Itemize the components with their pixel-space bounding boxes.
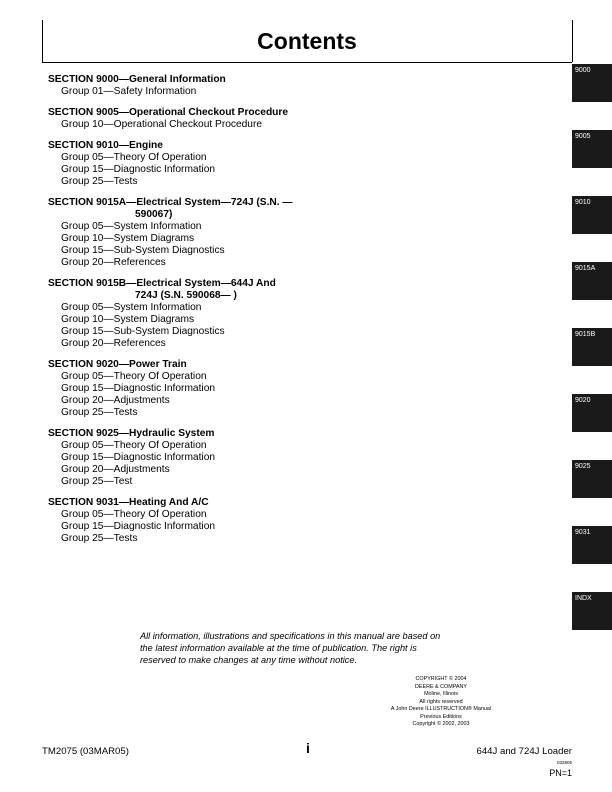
group-item: Group 25—Tests bbox=[61, 533, 138, 544]
section-title-text: SECTION 9005—Operational Checkout Procedure bbox=[48, 107, 289, 118]
section-tab[interactable] bbox=[572, 526, 612, 564]
copyright-block bbox=[378, 676, 504, 729]
group-item: Group 20—References bbox=[61, 338, 166, 349]
group-item: Group 10—System Diagrams bbox=[61, 314, 195, 325]
table-of-contents bbox=[48, 74, 348, 554]
group-item: Group 05—Theory Of Operation bbox=[61, 371, 207, 382]
section-title-text: SECTION 9015A—Electrical System—724J (S.N. — bbox=[48, 197, 293, 208]
section-tab[interactable] bbox=[572, 262, 612, 300]
section-title bbox=[48, 74, 348, 86]
group-item: Group 25—Tests bbox=[61, 176, 138, 187]
group-item: Group 15—Diagnostic Information bbox=[61, 164, 216, 175]
section-title-text: SECTION 9031—Heating And A/C bbox=[48, 497, 209, 508]
section-title-text: SECTION 9020—Power Train bbox=[48, 359, 187, 370]
section-tab-label: 9031 bbox=[575, 529, 591, 536]
copyright-line-7: Copyright © 2002, 2003 bbox=[412, 721, 470, 727]
group-item: Group 25—Test bbox=[61, 476, 133, 487]
toc-section bbox=[48, 140, 348, 188]
toc-section bbox=[48, 428, 348, 488]
section-title bbox=[48, 278, 348, 302]
footer-product: 644J and 724J Loader bbox=[476, 746, 572, 757]
footer-doc-id: TM2075 (03MAR05) bbox=[42, 746, 129, 757]
group-item: Group 15—Diagnostic Information bbox=[61, 383, 216, 394]
title-underline bbox=[42, 62, 572, 63]
section-title-text: SECTION 9010—Engine bbox=[48, 140, 163, 151]
copyright-line-3: Moline, Illinois bbox=[424, 691, 458, 697]
copyright-line-6: Previous Editions bbox=[420, 713, 462, 720]
notice-line-1: All information, illustrations and specifications in this manual are based on bbox=[140, 631, 441, 641]
section-tab-label: 9010 bbox=[575, 199, 591, 206]
toc-section bbox=[48, 497, 348, 545]
section-title bbox=[48, 497, 348, 509]
section-tab[interactable] bbox=[572, 130, 612, 168]
group-item: Group 20—References bbox=[61, 257, 166, 268]
footer-code: 032805 bbox=[556, 760, 572, 765]
group-item: Group 25—Tests bbox=[61, 407, 138, 418]
group-item: Group 20—Adjustments bbox=[61, 395, 170, 406]
section-tab[interactable] bbox=[572, 394, 612, 432]
notice-line-2: the latest information available at the time of publication. The right is bbox=[140, 643, 417, 653]
section-tab-label: 9020 bbox=[575, 397, 591, 404]
section-tab[interactable] bbox=[572, 328, 612, 366]
toc-section bbox=[48, 359, 348, 419]
group-item: Group 05—Theory Of Operation bbox=[61, 509, 207, 520]
toc-section bbox=[48, 107, 348, 131]
group-item: Group 10—System Diagrams bbox=[61, 233, 195, 244]
group-item: Group 10—Operational Checkout Procedure bbox=[61, 119, 263, 130]
section-tab-label: 9025 bbox=[575, 463, 591, 470]
page-title: Contents bbox=[257, 28, 357, 54]
section-tab[interactable] bbox=[572, 64, 612, 102]
group-item: Group 20—Adjustments bbox=[61, 464, 170, 475]
section-tabs bbox=[572, 0, 612, 792]
group-item: Group 01—Safety Information bbox=[61, 86, 197, 97]
section-title bbox=[48, 359, 348, 371]
section-tab-label: 9000 bbox=[575, 67, 591, 74]
section-tab-label: 9005 bbox=[575, 133, 591, 140]
section-title bbox=[48, 140, 348, 152]
section-title bbox=[48, 107, 348, 119]
section-title-text: SECTION 9000—General Information bbox=[48, 74, 226, 85]
section-tab-label: 9015B bbox=[575, 331, 596, 338]
group-item: Group 15—Sub-System Diagnostics bbox=[61, 245, 225, 256]
section-tab-label: INDX bbox=[575, 595, 592, 602]
group-item: Group 05—Theory Of Operation bbox=[61, 440, 207, 451]
copyright-line-1: COPYRIGHT © 2004 bbox=[415, 676, 467, 682]
section-tab[interactable] bbox=[572, 196, 612, 234]
group-item: Group 15—Diagnostic Information bbox=[61, 521, 216, 532]
section-title-continuation: 590067) bbox=[135, 209, 173, 220]
group-item: Group 15—Sub-System Diagnostics bbox=[61, 326, 225, 337]
section-tab[interactable] bbox=[572, 460, 612, 498]
section-title-text: SECTION 9025—Hydraulic System bbox=[48, 428, 215, 439]
section-title bbox=[48, 197, 348, 221]
group-item: Group 05—System Information bbox=[61, 221, 202, 232]
toc-section bbox=[48, 74, 348, 98]
notice-line-3: reserved to make changes at any time without notice. bbox=[140, 655, 358, 665]
toc-section bbox=[48, 197, 348, 269]
section-title bbox=[48, 428, 348, 440]
copyright-line-2: DEERE & COMPANY bbox=[414, 683, 468, 690]
copyright-line-5: A John Deere ILLUSTRUCTION® Manual bbox=[390, 706, 492, 712]
group-item: Group 15—Diagnostic Information bbox=[61, 452, 216, 463]
group-item: Group 05—System Information bbox=[61, 302, 202, 313]
group-item: Group 05—Theory Of Operation bbox=[61, 152, 207, 163]
footer-page-number: i bbox=[306, 740, 310, 756]
disclaimer-notice bbox=[140, 630, 480, 666]
section-title-text: SECTION 9015B—Electrical System—644J And bbox=[48, 278, 276, 289]
section-tab-label: 9015A bbox=[575, 265, 596, 272]
toc-section bbox=[48, 278, 348, 350]
footer-page-code: PN=1 bbox=[549, 768, 572, 778]
copyright-line-4: All rights reserved bbox=[419, 698, 463, 705]
section-tab[interactable] bbox=[572, 592, 612, 630]
section-title-continuation: 724J (S.N. 590068— ) bbox=[135, 290, 237, 301]
